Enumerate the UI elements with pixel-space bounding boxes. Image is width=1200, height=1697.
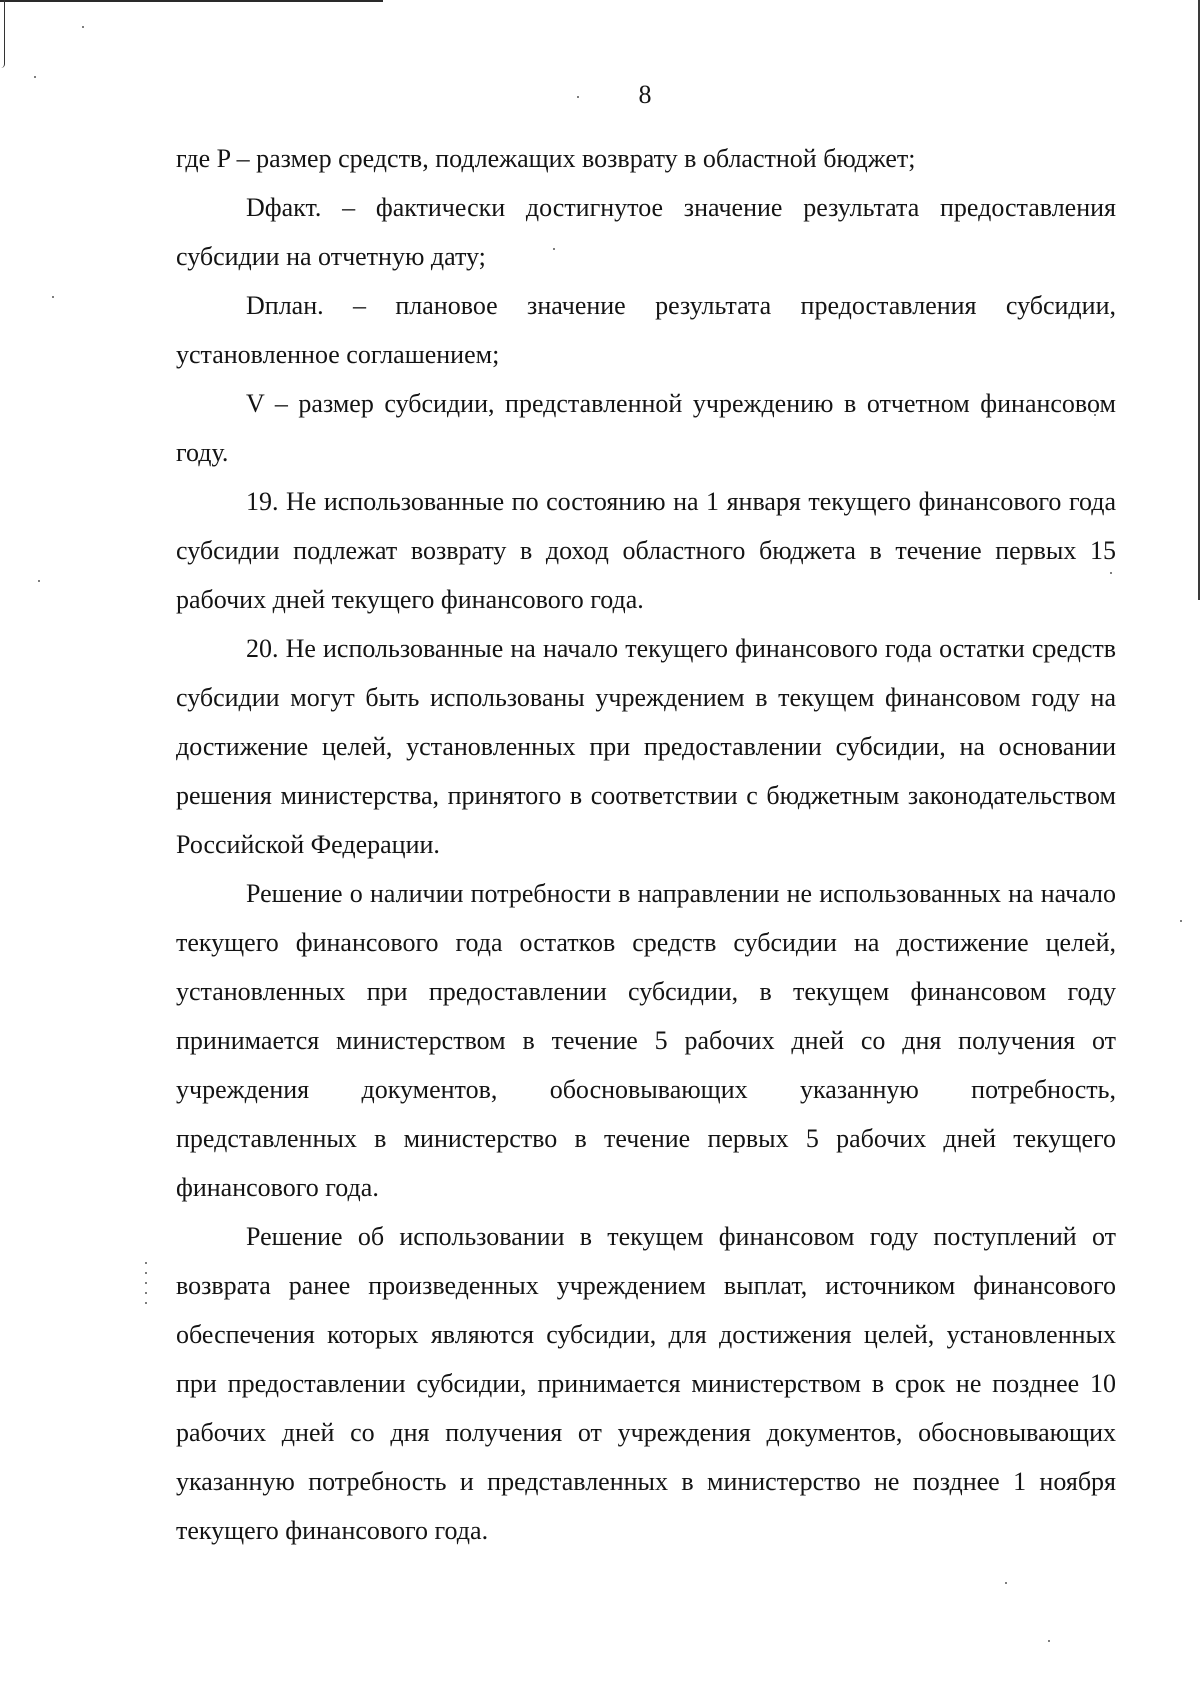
scan-border-top xyxy=(0,0,383,2)
document-body xyxy=(176,134,1116,1555)
scan-speck xyxy=(52,296,54,298)
scan-speck xyxy=(1180,920,1182,922)
scan-border-left xyxy=(0,0,5,68)
scan-speck xyxy=(82,26,84,28)
paragraph-clause-20: 20. Не использованные на начало текущего финансового года остатки средств субсидии могут быть использованы учреждением в текущем финансовом году на достижение целей, установленных при предоставлении субсидии, на основании решения министерства, принятого в соответствии с бюджетным законодательством Российской Федерации. xyxy=(176,634,1116,859)
scan-speck xyxy=(34,76,36,78)
page-number: 8 xyxy=(638,80,652,109)
scan-speck xyxy=(1005,1582,1007,1584)
scan-speck xyxy=(1048,1640,1050,1642)
paragraph-definition-p: где P – размер средств, подлежащих возврату в областной бюджет; xyxy=(176,144,916,173)
scan-speck xyxy=(145,1282,147,1284)
scan-speck xyxy=(145,1302,147,1304)
paragraph-decision-need: Решение о наличии потребности в направлении не использованных на начало текущего финансового года остатков средств субсидии на достижение целей, установленных при предоставлении субсидии, в текущем финансовом году принимается министерством в течение 5 рабочих дней со дня получения от учреждения документов, обосновывающих указанную потребность, представленных в министерство в течение первых 5 рабочих дней текущего финансового года. xyxy=(176,879,1116,1202)
scan-speck xyxy=(145,1292,147,1294)
paragraph-decision-use: Решение об использовании в текущем финансовом году поступлений от возврата ранее произведенных учреждением выплат, источником финансового обеспечения которых являются субсидии, для достижения целей, установленных при предоставлении субсидии, принимается министерством в срок не позднее 10 рабочих дней со дня получения от учреждения документов, обосновывающих указанную потребность и представленных в министерство не позднее 1 ноября текущего финансового года. xyxy=(176,1222,1116,1545)
paragraph-definition-dplan: Dплан. – плановое значение результата предоставления субсидии, установленное соглашением; xyxy=(176,291,1116,369)
scan-speck xyxy=(38,580,40,582)
scan-speck xyxy=(145,1272,147,1274)
paragraph-definition-dfact: Dфакт. – фактически достигнутое значение результата предоставления субсидии на отчетную дату; xyxy=(176,193,1116,271)
scan-speck xyxy=(145,1262,147,1264)
paragraph-clause-19: 19. Не использованные по состоянию на 1 января текущего финансового года субсидии подлежат возврату в доход областного бюджета в течение первых 15 рабочих дней текущего финансового года. xyxy=(176,487,1116,614)
paragraph-definition-v: V – размер субсидии, представленной учреждению в отчетном финансовом году. xyxy=(176,389,1116,467)
